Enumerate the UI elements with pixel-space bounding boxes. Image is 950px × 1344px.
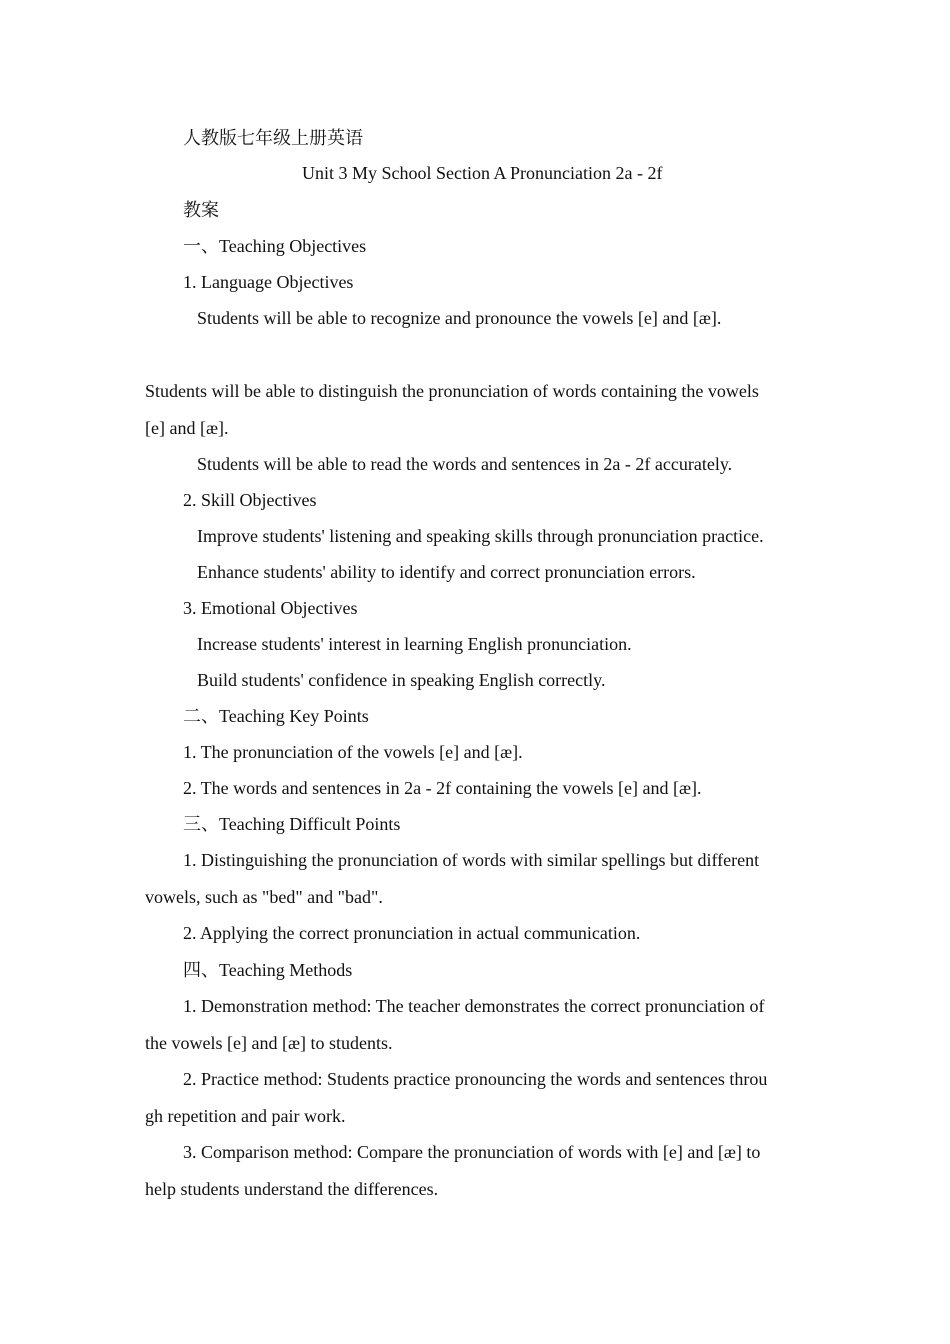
subsection-heading-language: 1. Language Objectives	[183, 272, 354, 292]
section-heading-difficult-points: 三、Teaching Difficult Points	[183, 814, 401, 834]
method-item: 1. Demonstration method: The teacher demonstrates the correct pronunciation of	[183, 996, 765, 1016]
document-type: 教案	[183, 200, 219, 220]
method-item-continuation: the vowels [e] and [æ] to students.	[145, 1033, 393, 1053]
method-item: 2. Practice method: Students practice pronouncing the words and sentences throu	[183, 1069, 768, 1089]
document-title: Unit 3 My School Section A Pronunciation 2a - 2f	[302, 163, 663, 183]
objective-item: Students will be able to distinguish the pronunciation of words containing the vowels	[145, 381, 759, 401]
objective-item: Improve students' listening and speaking skills through pronunciation practice.	[197, 526, 764, 546]
section-heading-methods: 四、Teaching Methods	[183, 960, 353, 980]
section-heading-key-points: 二、Teaching Key Points	[183, 706, 369, 726]
method-item-continuation: gh repetition and pair work.	[145, 1106, 346, 1126]
method-item: 3. Comparison method: Compare the pronunciation of words with [e] and [æ] to	[183, 1142, 761, 1162]
objective-item: Build students' confidence in speaking English correctly.	[197, 670, 606, 690]
objective-item: Students will be able to read the words and sentences in 2a - 2f accurately.	[197, 454, 733, 474]
key-point-item: 2. The words and sentences in 2a - 2f containing the vowels [e] and [æ].	[183, 778, 702, 798]
objective-item-continuation: [e] and [æ].	[145, 418, 229, 438]
objective-item: Students will be able to recognize and pronounce the vowels [e] and [æ].	[197, 308, 722, 328]
objective-item: Increase students' interest in learning English pronunciation.	[197, 634, 632, 654]
method-item-continuation: help students understand the differences.	[145, 1179, 439, 1199]
key-point-item: 1. The pronunciation of the vowels [e] and [æ].	[183, 742, 523, 762]
section-heading-objectives: 一、Teaching Objectives	[183, 236, 367, 256]
subsection-heading-skill: 2. Skill Objectives	[183, 490, 317, 510]
publisher-line: 人教版七年级上册英语	[183, 128, 363, 148]
subsection-heading-emotional: 3. Emotional Objectives	[183, 598, 358, 618]
difficult-point-item: 2. Applying the correct pronunciation in actual communication.	[183, 923, 641, 943]
difficult-point-item: 1. Distinguishing the pronunciation of words with similar spellings but different	[183, 850, 760, 870]
difficult-point-item-continuation: vowels, such as "bed" and "bad".	[145, 887, 383, 907]
objective-item: Enhance students' ability to identify and correct pronunciation errors.	[197, 562, 696, 582]
